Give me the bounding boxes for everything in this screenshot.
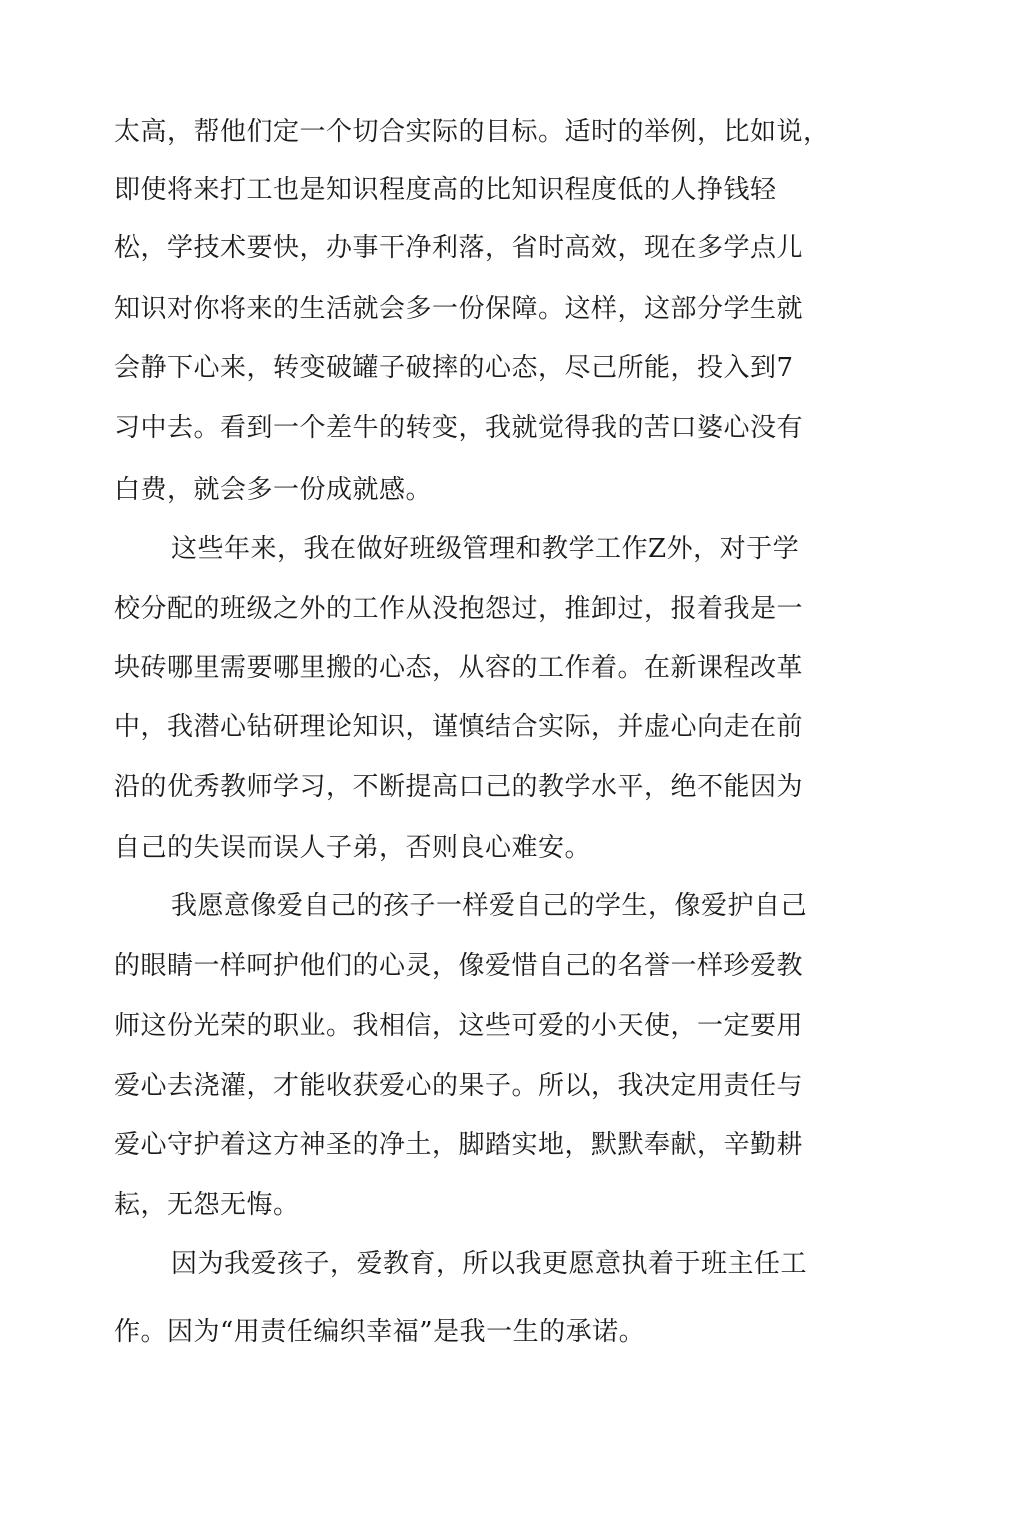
text-line: 耘，无怨无悔。 [114, 1190, 300, 1220]
text-line: 即使将来打工也是知识程度高的比知识程度低的人挣钱轻 [114, 175, 777, 205]
text-line: 松，学技术要快，办事干净利落，省时高效，现在多学点儿 [114, 233, 804, 263]
text-line: 会静下心来，转变破罐子破摔的心态，尽己所能，投入到7 [114, 353, 794, 383]
text-line: 师这份光荣的职业。我相信，这些可爱的小天使，一定要用 [114, 1011, 804, 1041]
text-line: 校分配的班级之外的工作从没抱怨过，推卸过，报着我是一 [114, 594, 804, 624]
text-line: 块砖哪里需要哪里搬的心态，从容的工作着。在新课程改革 [114, 653, 804, 683]
text-line: 沿的优秀教师学习，不断提高口己的教学水平，绝不能因为 [114, 772, 804, 802]
paragraph-start-line: 这些年来，我在做好班级管理和教学工作Z外，对于学 [171, 534, 800, 564]
text-line: 爱心去浇灌，才能收获爱心的果子。所以，我决定用责任与 [114, 1071, 804, 1101]
text-line: 自己的失误而误人子弟，否则良心难安。 [114, 833, 592, 863]
paragraph-start-line: 因为我爱孩子，爱教育，所以我更愿意执着于班主任工 [171, 1249, 808, 1279]
paragraph-start-line: 我愿意像爱自己的孩子一样爱自己的学生，像爱护自己 [171, 891, 808, 921]
text-line: 的眼睛一样呵护他们的心灵，像爱惜自己的名誉一样珍爱教 [114, 951, 804, 981]
text-line: 爱心守护着这方神圣的净土，脚踏实地，默默奉献，辛勤耕 [114, 1130, 804, 1160]
text-line: 中，我潜心钻研理论知识，谨慎结合实际，并虚心向走在前 [114, 712, 804, 742]
text-line: 白费，就会多一份成就感。 [114, 475, 433, 505]
text-line: 作。因为“用责任编织幸福”是我一生的承诺。 [114, 1317, 646, 1347]
text-line: 习中去。看到一个差牛的转变，我就觉得我的苦口婆心没有 [114, 413, 804, 443]
text-line: 知识对你将来的生活就会多一份保障。这样，这部分学生就 [114, 294, 804, 324]
text-line: 太高，帮他们定一个切合实际的目标。适时的举例，比如说， [114, 117, 830, 147]
